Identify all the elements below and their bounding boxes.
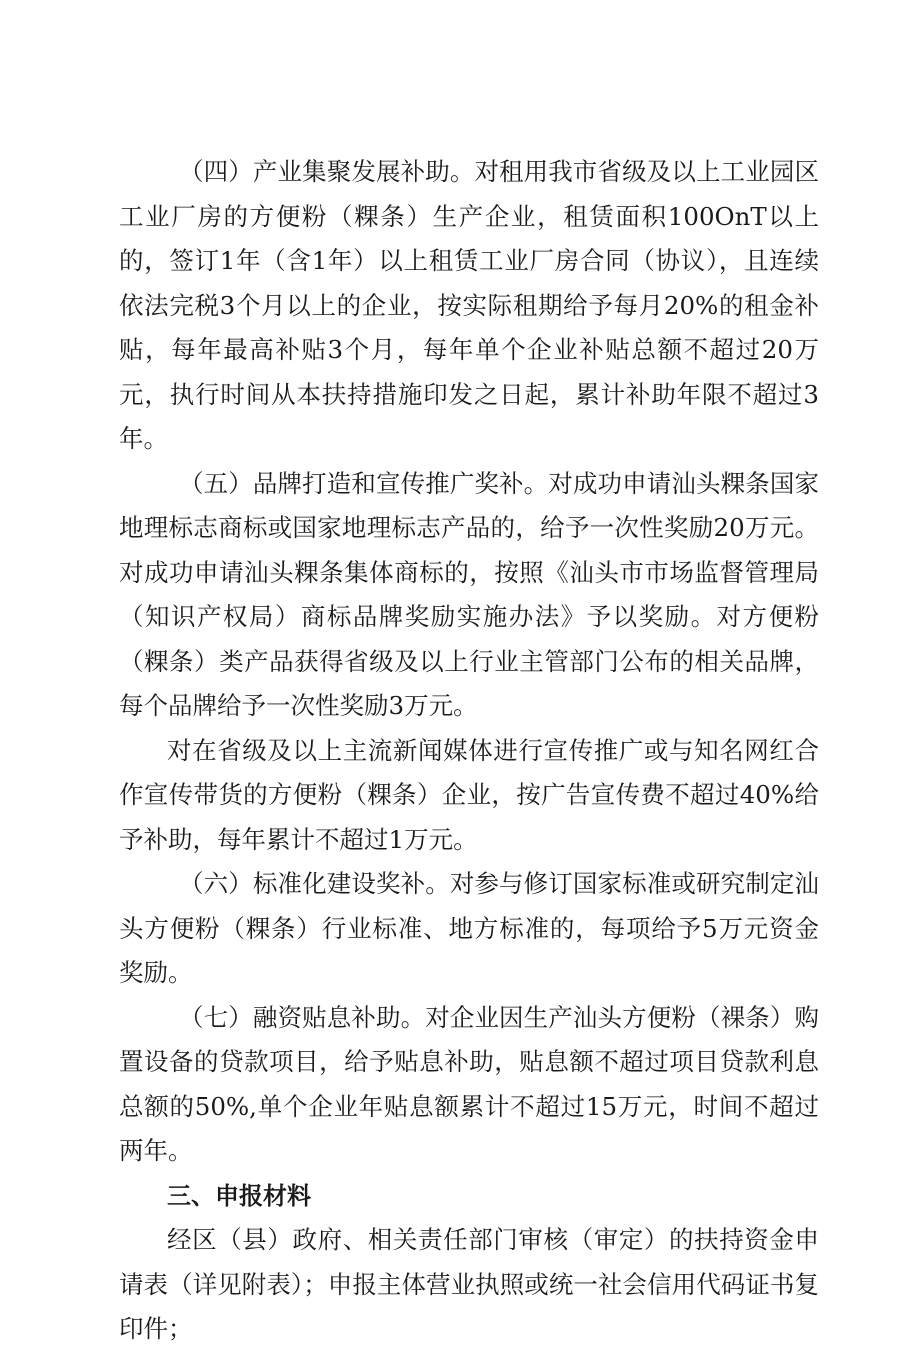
paragraph-standardization-award: （六）标准化建设奖补。对参与修订国家标准或研究制定汕头方便粉（粿条）行业标准、地方标准的，每项给予5万元资金奖励。: [119, 869, 819, 987]
paragraph-media-promotion-subsidy: 对在省级及以上主流新闻媒体进行宣传推广或与知名网红合作宣传带货的方便粉（粿条）企业，按广告宣传费不超过40%给予补助，每年累计不超过1万元。: [119, 735, 819, 854]
paragraph-financing-interest-subsidy: （七）融资贴息补助。对企业因生产汕头方便粉（裸条）购置设备的贷款项目，给予贴息补助，贴息额不超过项目贷款利息总额的50%,单个企业年贴息额累计不超过15万元，时间不超过两年。: [119, 1002, 819, 1165]
paragraph-industrial-cluster-subsidy: （四）产业集聚发展补助。对租用我市省级及以上工业园区工业厂房的方便粉（粿条）生产企业，租赁面积100OnT以上的，签订1年（含1年）以上租赁工业厂房合同（协议），且连续依法完税3个月以上的企业，按实际租期给予每月20%的租金补贴，每年最高补贴3个月，每年单个企业补贴总额不超过20万元，执行时间从本扶持措施印发之日起，累计补助年限不超过3年。: [119, 157, 819, 453]
document-body: [119, 150, 819, 1352]
paragraph-application-materials: 经区（县）政府、相关责任部门审核（审定）的扶持资金申请表（详见附表）；申报主体营业执照或统一社会信用代码证书复印件；: [119, 1225, 819, 1343]
section-heading-application-materials: 三、申报材料: [167, 1181, 311, 1210]
paragraph-brand-promotion-award: （五）品牌打造和宣传推广奖补。对成功申请汕头粿条国家地理标志商标或国家地理标志产品的，给予一次性奖励20万元。对成功申请汕头粿条集体商标的，按照《汕头市市场监督管理局（知识产权局）商标品牌奖励实施办法》予以奖励。对方便粉（粿条）类产品获得省级及以上行业主管部门公布的相关品牌，每个品牌给予一次性奖励3万元。: [119, 468, 819, 720]
